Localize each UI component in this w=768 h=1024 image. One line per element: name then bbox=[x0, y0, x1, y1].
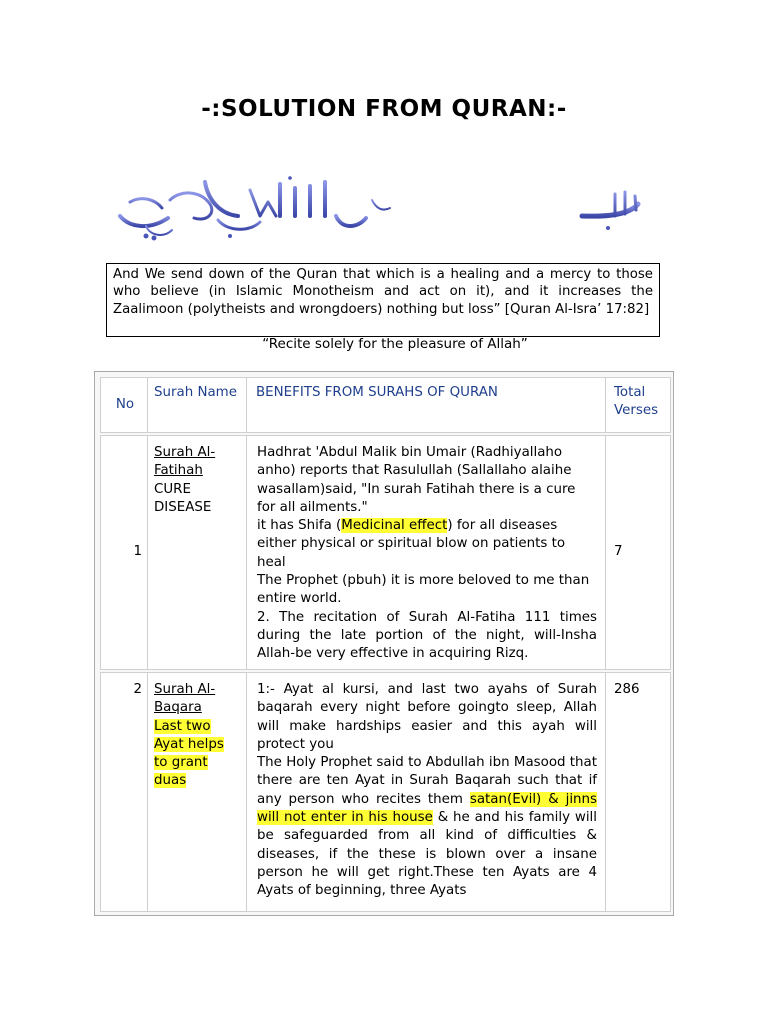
row2-no: 2 bbox=[100, 672, 150, 912]
surah-benefits-table bbox=[94, 371, 674, 916]
benefit-paragraph: it has Shifa (Medicinal effect) for all diseases either physical or spiritual blow on patients to heal bbox=[257, 518, 566, 570]
highlighted-text: satan(Evil) & jinns will not enter in his house bbox=[257, 791, 597, 826]
surah-title: Surah Al-Fatihah bbox=[154, 445, 216, 479]
bismillah-calligraphy bbox=[110, 170, 650, 248]
row2-benefits bbox=[246, 672, 608, 912]
page-title: -:SOLUTION FROM QURAN:- bbox=[201, 96, 567, 122]
row1-surah bbox=[147, 435, 247, 670]
row2-verses: 286 bbox=[605, 672, 671, 912]
row2-surah bbox=[147, 672, 247, 912]
benefit-paragraph: Hadhrat 'Abdul Malik bin Umair (Radhiyallaho anho) reports that Rasulullah (Sallallaho alaihe wasallam)said, "In surah Fatihah there is a cure for all ailments." bbox=[257, 445, 576, 515]
row1-benefits bbox=[246, 435, 608, 670]
row1-verses: 7 bbox=[605, 435, 671, 670]
header-surah-name: Surah Name bbox=[147, 377, 247, 433]
benefit-paragraph: 2. The recitation of Surah Al-Fatiha 111 times during the late portion of the night, will-Insha Allah-be very effective in acquiring Rizq. bbox=[257, 609, 597, 662]
header-benefits: BENEFITS FROM SURAHS OF QURAN bbox=[246, 377, 608, 433]
benefit-paragraph: The Holy Prophet said to Abdullah ibn Masood that there are ten Ayat in Surah Baqarah such that if any person who recites them satan(Evil) & jinns will not enter in his house & he and his family will be safeguarded from all kind of difficulties & diseases, if the these is blown over a insane person he will get right.These ten Ayats are 4 Ayats of beginning, three Ayats bbox=[257, 755, 597, 899]
recite-note: “Recite solely for the pleasure of Allah” bbox=[262, 336, 528, 352]
surah-title: Surah Al-Baqara bbox=[154, 682, 216, 716]
header-total-verses: Total Verses bbox=[605, 377, 671, 433]
benefit-paragraph: The Prophet (pbuh) it is more beloved to me than entire world. bbox=[257, 573, 590, 607]
row1-no: 1 bbox=[100, 435, 150, 670]
quran-verse-quote: And We send down of the Quran that which is a healing and a mercy to those who believe (in Islamic Monotheism and act on it), and it increases the Zaalimoon (polytheists and wrongdoers) nothing but loss” [Quran Al-Isra’ 17:82] bbox=[106, 263, 660, 337]
benefit-paragraph: 1:- Ayat al kursi, and last two ayahs of Surah baqarah every night before goingto sleep, Allah will make hardships easier and this ayah will protect you bbox=[257, 682, 597, 752]
surah-note: CURE DISEASE bbox=[154, 481, 212, 515]
surah-note: Last two Ayat helps to grant duas bbox=[154, 718, 224, 789]
header-no: No bbox=[100, 377, 150, 433]
highlighted-text: Medicinal effect bbox=[341, 518, 448, 534]
